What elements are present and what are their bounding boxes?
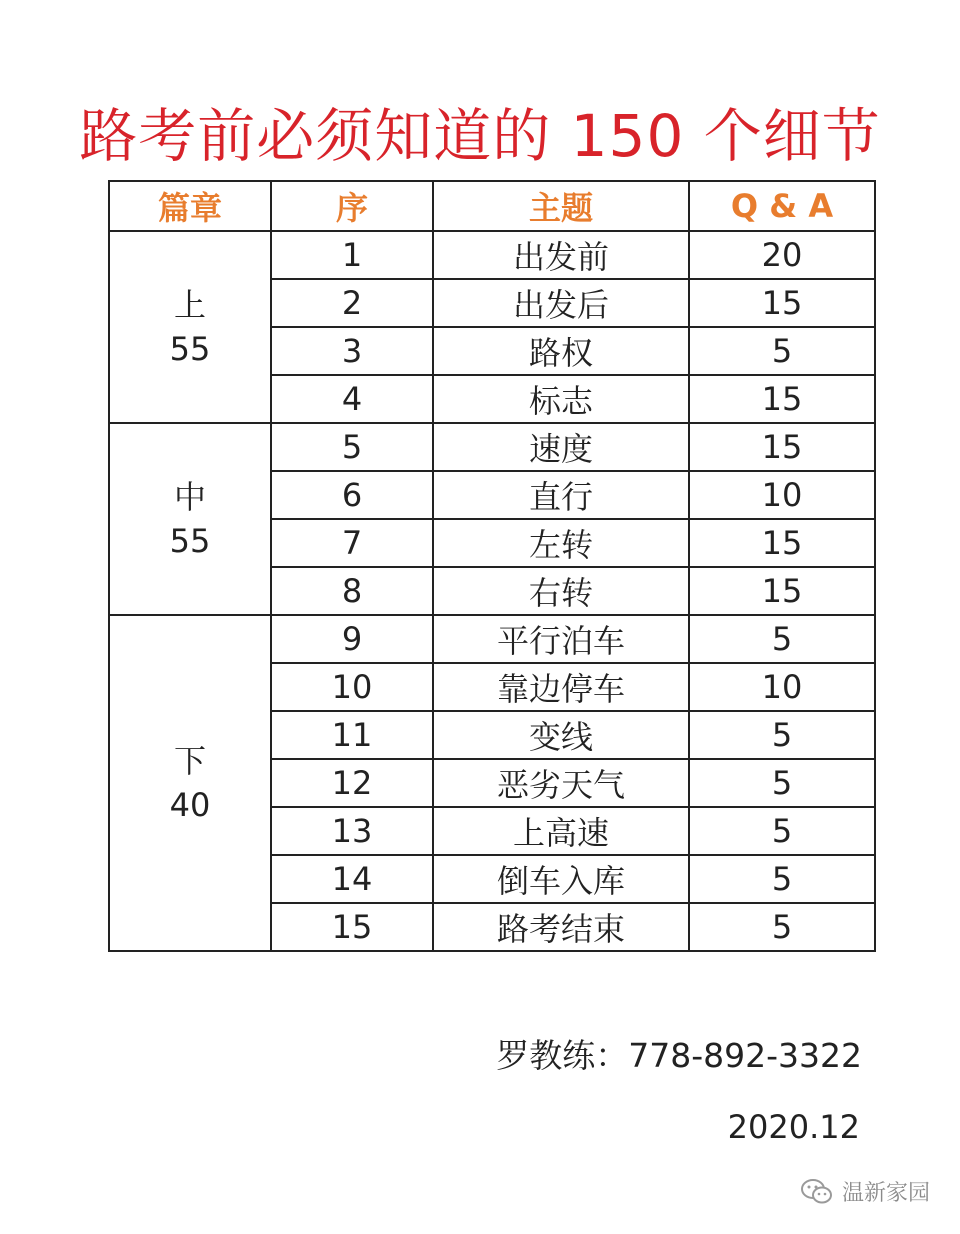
watermark [800,1176,930,1207]
topic-cell: 出发后 [433,279,689,327]
qa-cell: 5 [689,711,875,759]
qa-cell: 10 [689,471,875,519]
detail-table [108,180,876,952]
watermark-text: 温新家园 [841,1181,930,1206]
qa-cell: 5 [689,903,875,951]
seq-cell: 8 [271,567,433,615]
qa-cell: 15 [689,375,875,423]
seq-cell: 12 [271,759,433,807]
topic-cell: 右转 [433,567,689,615]
topic-cell: 标志 [433,375,689,423]
qa-cell: 5 [689,759,875,807]
topic-cell: 变线 [433,711,689,759]
header-seq: 序 [271,181,433,231]
qa-cell: 10 [689,663,875,711]
wechat-icon [800,1177,834,1207]
qa-cell: 5 [689,327,875,375]
seq-cell: 15 [271,903,433,951]
seq-cell: 11 [271,711,433,759]
chapter-name: 中 [173,478,206,516]
qa-cell: 5 [689,807,875,855]
seq-cell: 4 [271,375,433,423]
topic-cell: 路权 [433,327,689,375]
chapter-name: 上 [173,286,206,324]
topic-cell: 恶劣天气 [433,759,689,807]
seq-cell: 13 [271,807,433,855]
chapter-count: 55 [169,522,211,560]
chapter-cell [109,231,271,423]
seq-cell: 10 [271,663,433,711]
qa-cell: 15 [689,519,875,567]
seq-cell: 7 [271,519,433,567]
date-label: 2020.12 [727,1108,860,1146]
coach-contact: 罗教练：778-892-3322 [496,1036,862,1075]
seq-cell: 9 [271,615,433,663]
page-title: 路考前必须知道的 150 个细节 [79,102,881,170]
qa-cell: 15 [689,279,875,327]
topic-cell: 直行 [433,471,689,519]
qa-cell: 5 [689,615,875,663]
topic-cell: 平行泊车 [433,615,689,663]
topic-cell: 路考结束 [433,903,689,951]
table-row [109,231,875,279]
seq-cell: 3 [271,327,433,375]
chapter-cell [109,423,271,615]
qa-cell: 15 [689,567,875,615]
qa-cell: 5 [689,855,875,903]
topic-cell: 速度 [433,423,689,471]
topic-cell: 左转 [433,519,689,567]
topic-cell: 上高速 [433,807,689,855]
seq-cell: 14 [271,855,433,903]
topic-cell: 出发前 [433,231,689,279]
topic-cell: 靠边停车 [433,663,689,711]
table-header-row [109,181,875,231]
chapter-count: 40 [169,786,211,824]
qa-cell: 15 [689,423,875,471]
table-row [109,615,875,663]
chapter-cell [109,615,271,951]
seq-cell: 1 [271,231,433,279]
chapter-count: 55 [169,330,211,368]
header-chapter: 篇章 [109,181,271,231]
topic-cell: 倒车入库 [433,855,689,903]
seq-cell: 5 [271,423,433,471]
table-row [109,423,875,471]
qa-cell: 20 [689,231,875,279]
chapter-name: 下 [173,742,206,780]
seq-cell: 2 [271,279,433,327]
seq-cell: 6 [271,471,433,519]
header-qa: Q & A [689,181,875,231]
header-topic: 主题 [433,181,689,231]
